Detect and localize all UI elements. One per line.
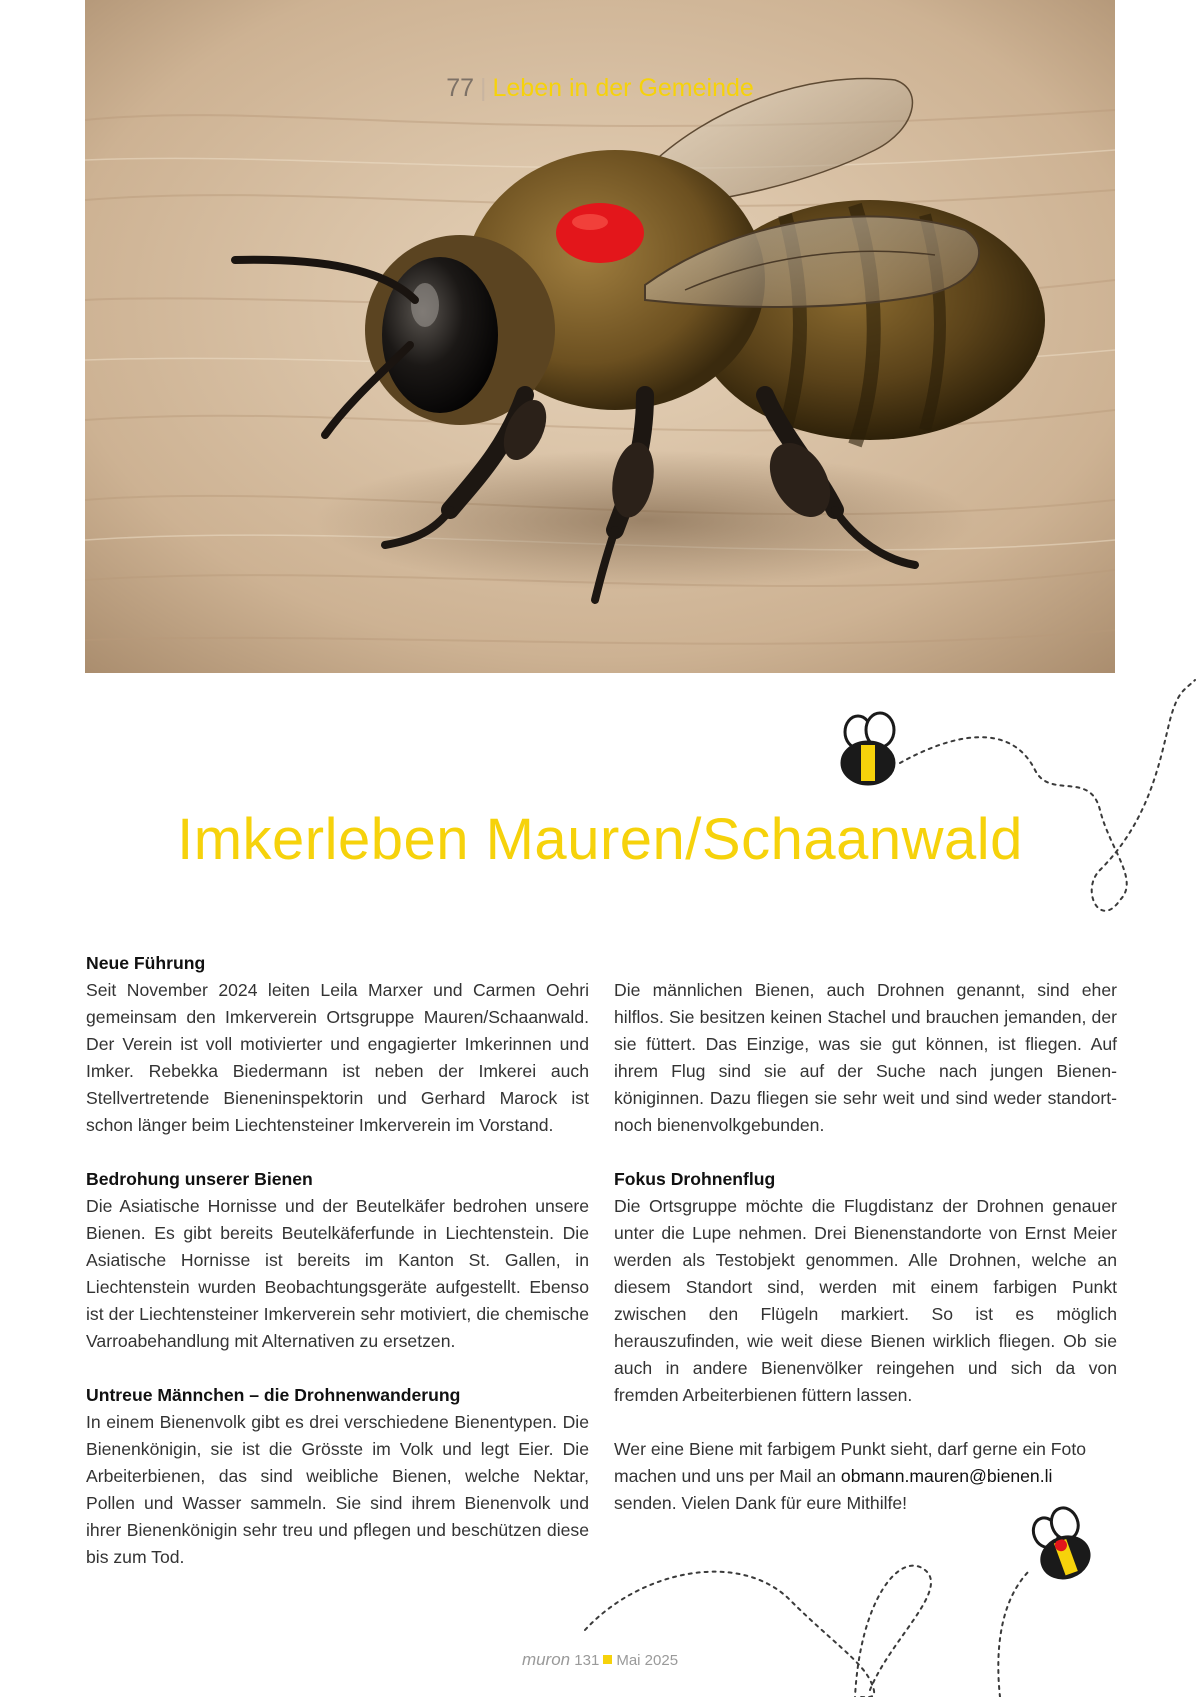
bee-icon — [842, 713, 894, 784]
section-heading: Neue Führung — [86, 953, 206, 973]
drones-intro: Die männlichen Bienen, auch Drohnen genannt, sind eher hilflos. Sie besitzen keinen Stachel und brauchen jemanden, der sie füttert. Das Einzige, was sie gut können, ist fliegen. Auf ihrem Flug sind sie auf der Suche nach jungen Bienenköniginnen. Dazu fliegen sie sehr weit und sind weder standort- noch bienenvolkgebunden. — [614, 980, 1117, 1135]
page-footer — [0, 1650, 1200, 1670]
page-number: 77 — [446, 74, 474, 102]
section-title: Leben in der Gemeinde — [492, 74, 754, 102]
issue-number: 131 — [574, 1652, 600, 1669]
hero-photo — [85, 0, 1115, 673]
page-title: Imkerleben Mauren/Schaanwald — [177, 807, 1023, 872]
closing-text — [614, 1436, 1117, 1517]
section-text: Seit November 2024 leiten Leila Marxer und Carmen Oehri gemeinsam den Imkerverein Ortsgruppe Mauren/Schaanwald. Der Verein ist voll motivierter und engagierter Imkerinnen und Imker. Rebekka Biedermann ist neben der Imkerei auch Stellvertretende Bieneninspektorin und Gerhard Marock ist schon länger beim Liechtensteiner Imkerverein im Vorstand. — [86, 980, 589, 1135]
email-link[interactable]: obmann.mauren@bienen.li — [840, 1466, 1053, 1486]
page-header — [85, 73, 1115, 103]
section-text: Die Asiatische Hornisse und der Beutelkäfer bedrohen unsere Bienen. Es gibt bereits Beutelkäferfunde in Liechtenstein. Die Asiatische Hornisse ist bereits im Kanton St. Gallen, in Liechtenstein wurden Beobachtungsgeräte aufgestellt. Ebenso ist der Liechtensteiner Imkerverein sehr motiviert, die chemische Varroabehandlung mit Alternativen zu ersetzen. — [86, 1196, 589, 1351]
right-column — [614, 977, 1117, 1517]
section-heading: Fokus Drohnenflug — [614, 1169, 776, 1189]
issue-date: Mai 2025 — [616, 1652, 679, 1669]
header-separator: | — [480, 74, 487, 102]
section-text: In einem Bienenvolk gibt es drei verschiedene Bienentypen. Die Bienenkönigin, sie ist die Grösste im Volk und legt Eier. Die Arbeiterbienen, das sind weibliche Bienen, welche Nektar, Pollen und Wasser sammeln. Sie sind ihrem Bienenvolk und ihrer Bienenkönigin sehr treu und pflegen und beschützen diese bis zum Tod. — [86, 1412, 589, 1567]
footer-square — [603, 1655, 612, 1664]
section-heading: Untreue Männchen – die Drohnenwanderung — [86, 1385, 461, 1405]
magazine-name: muron — [521, 1650, 571, 1669]
section-heading: Bedrohung unserer Bienen — [86, 1169, 313, 1189]
closing-before: Wer eine Biene mit farbigem Punkt sieht, darf gerne ein Foto machen und uns per Mail an — [614, 1439, 1087, 1486]
section-text: Die Ortsgruppe möchte die Flugdistanz der Drohnen genauer unter die Lupe nehmen. Drei Bienenstandorte von Ernst Meier werden als Testobjekt genommen. Alle Drohnen, welche an diesem Standort sind, werden mit einem farbigen Punkt zwischen den Flügeln markiert. So ist es möglich herauszufinden, wie weit diese Bienen wirklich fliegen. Ob sie auch in andere Bienenvölker reingehen und sich da von fremden Arbeiterbienen füttern lassen. — [614, 1196, 1117, 1405]
left-column — [86, 950, 589, 1571]
closing-after: senden. Vielen Dank für eure Mithilfe! — [614, 1493, 908, 1513]
